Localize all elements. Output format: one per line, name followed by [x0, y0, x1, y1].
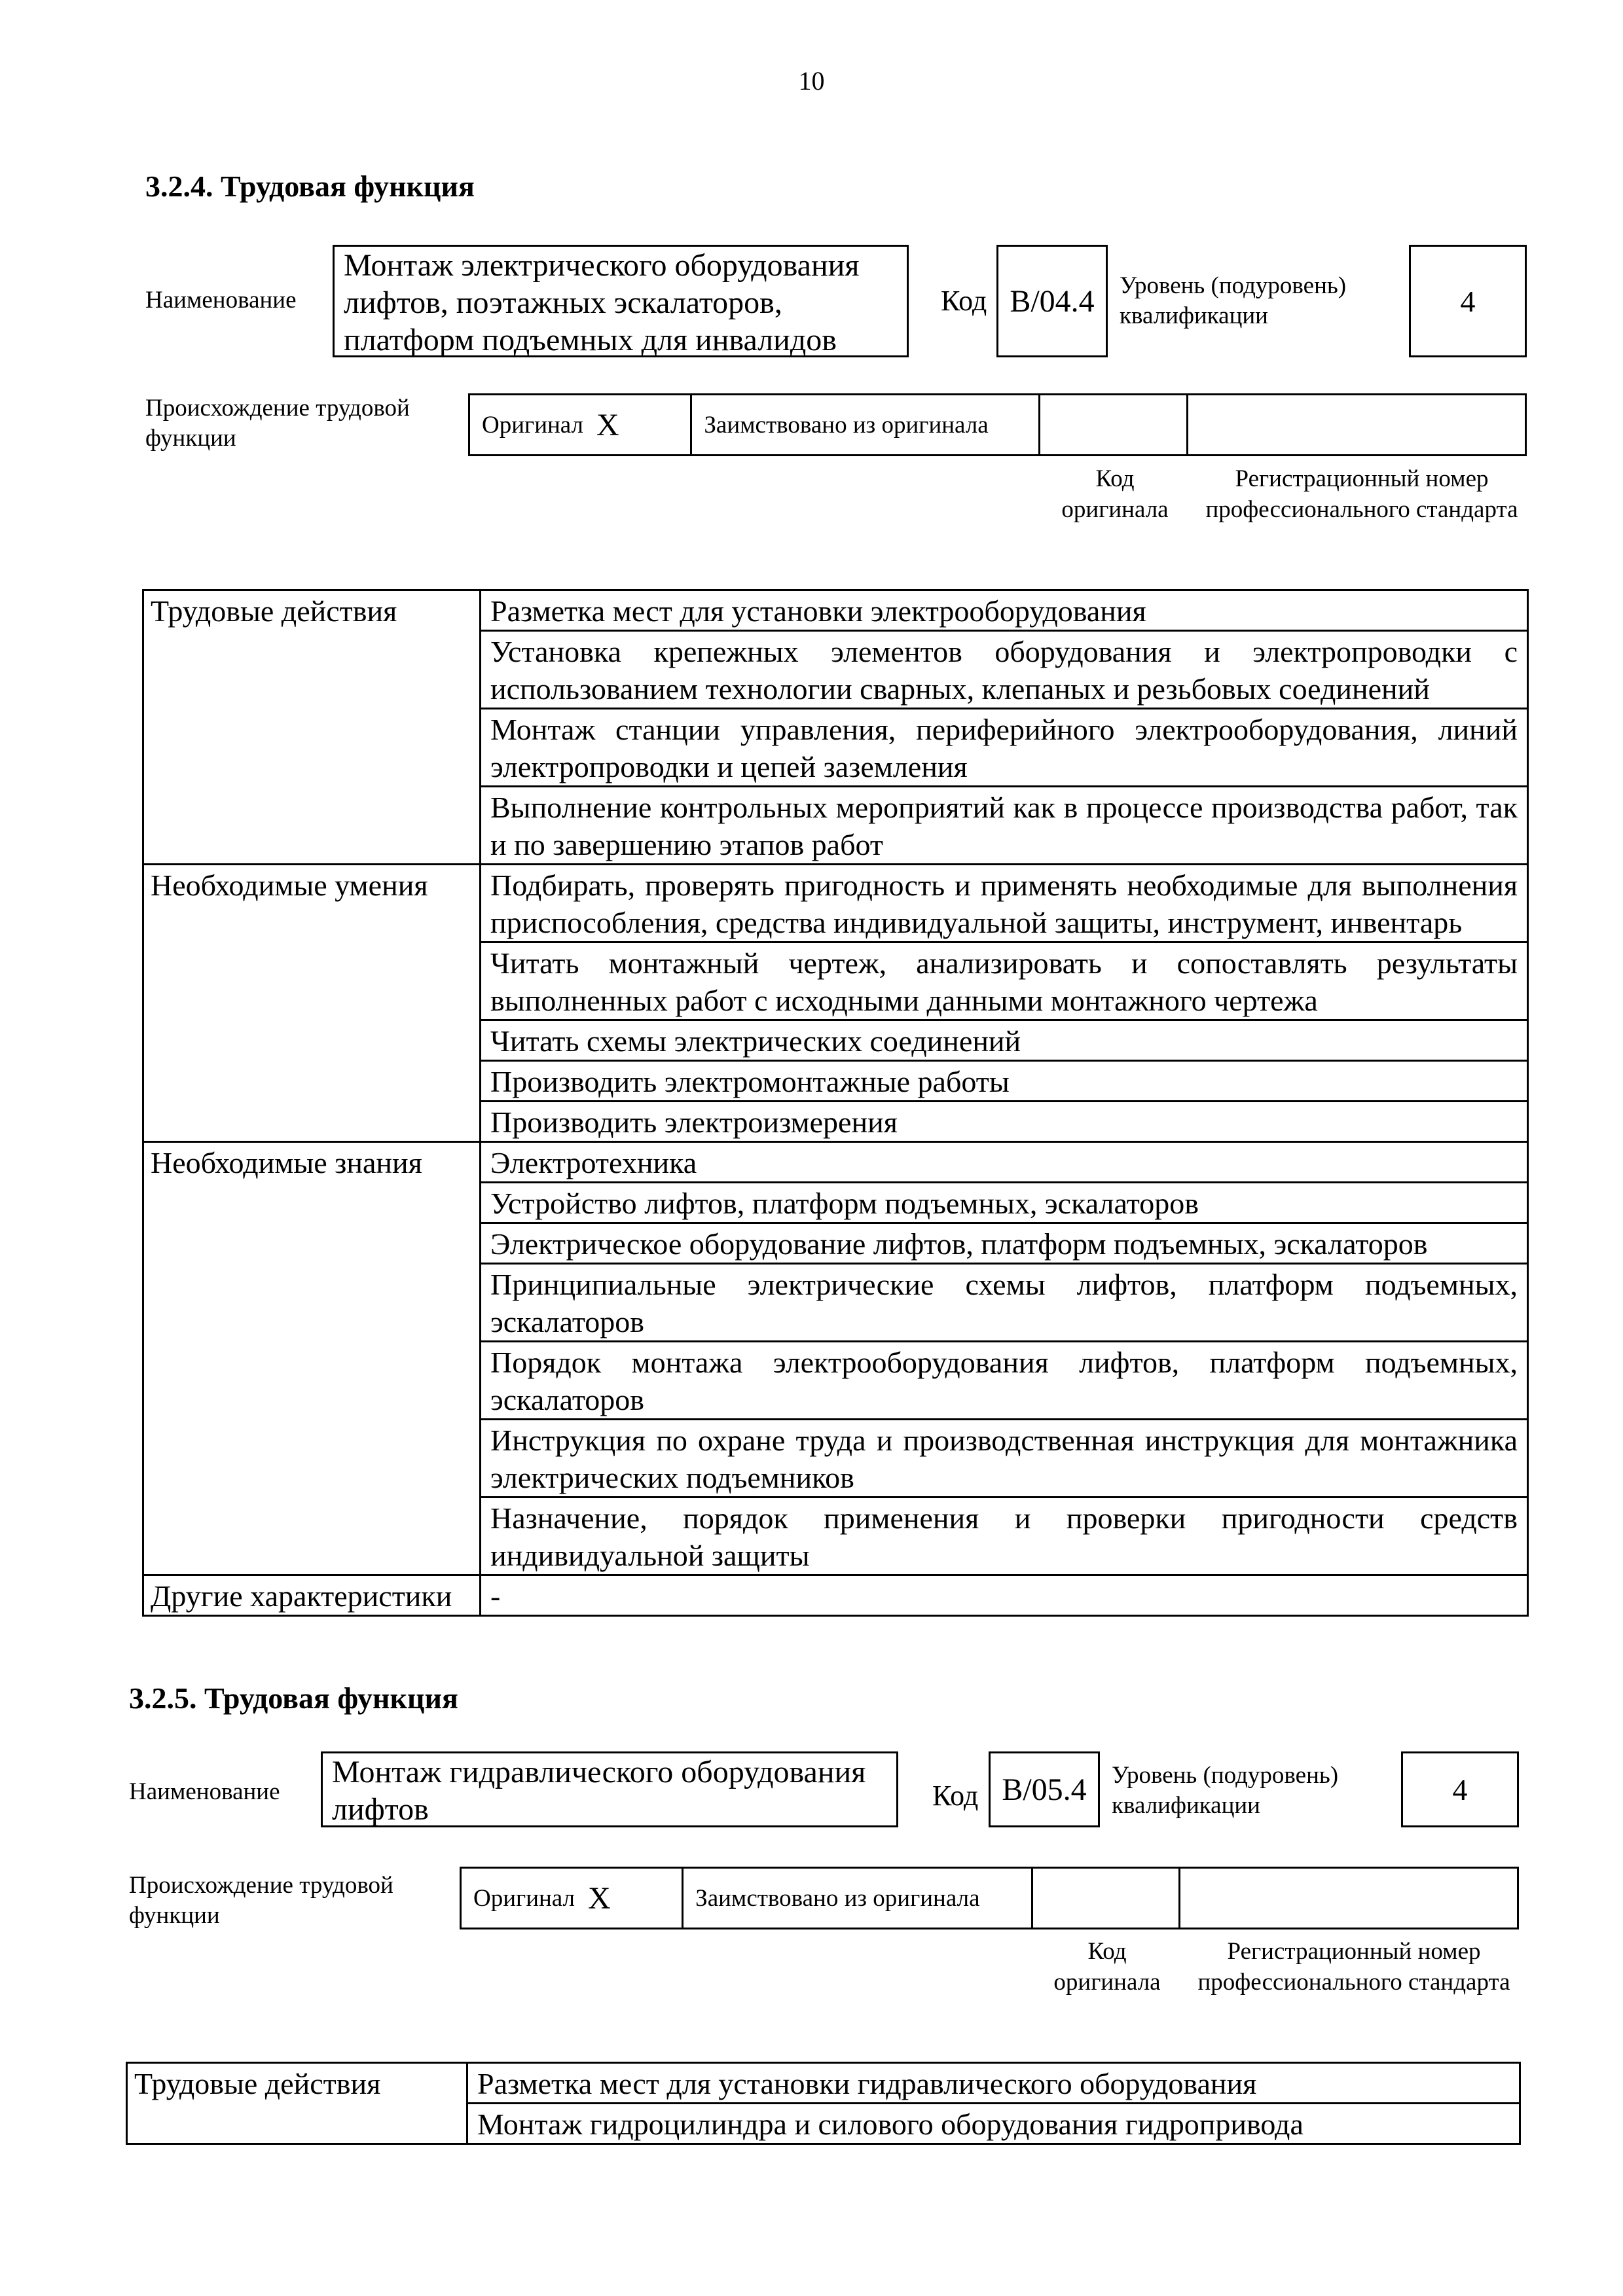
knowledge-item: Порядок монтажа электрооборудования лифтов, платформ подъемных, эскалаторов	[481, 1342, 1528, 1420]
original-mark: X	[596, 407, 619, 442]
table-row	[143, 1575, 1528, 1616]
function-name-box: Монтаж гидравлического оборудования лифтов	[321, 1751, 898, 1827]
labor-action-item: Монтаж станции управления, периферийного электрооборудования, линий электропроводки и цепей заземления	[481, 709, 1528, 787]
table-row	[127, 2063, 1520, 2104]
original-label: Оригинал	[473, 1884, 575, 1912]
skill-item: Читать монтажный чертеж, анализировать и сопоставлять результаты выполненных работ с исходными данными монтажного чертежа	[481, 942, 1528, 1020]
knowledge-item: Инструкция по охране труда и производственная инструкция для монтажника электрических подъемников	[481, 1420, 1528, 1498]
knowledge-item: Электротехника	[481, 1142, 1528, 1183]
origin-table	[460, 1867, 1519, 1929]
original-code-caption: Код оригинала	[1053, 1938, 1161, 1996]
code-box: B/04.4	[996, 245, 1108, 357]
page-number: 10	[798, 66, 825, 96]
labor-actions-label: Трудовые действия	[127, 2063, 467, 2144]
required-knowledge-label: Необходимые знания	[143, 1142, 481, 1575]
qualification-level-box: 4	[1401, 1751, 1519, 1827]
registration-number-cell	[1188, 395, 1525, 454]
required-skills-label: Необходимые умения	[143, 865, 481, 1142]
name-label: Наименование	[129, 1778, 280, 1805]
labor-action-item: Разметка мест для установки электрооборудования	[481, 590, 1528, 631]
original-cell	[470, 395, 692, 454]
labor-action-item: Монтаж гидроцилиндра и силового оборудования гидропривода	[467, 2104, 1520, 2144]
function-details-table	[126, 2062, 1521, 2145]
borrowed-cell	[684, 1869, 1033, 1928]
borrowed-label: Заимствовано из оригинала	[704, 411, 989, 439]
knowledge-item: Назначение, порядок применения и проверки пригодности средств индивидуальной защиты	[481, 1498, 1528, 1575]
table-row	[143, 1142, 1528, 1183]
function-details-table	[142, 589, 1529, 1617]
labor-actions-label: Трудовые действия	[143, 590, 481, 865]
other-characteristics-value: -	[481, 1575, 1528, 1616]
skill-item: Производить электроизмерения	[481, 1102, 1528, 1142]
function-name-box: Монтаж электрического оборудования лифтов, поэтажных эскалаторов, платформ подъемных для инвалидов	[333, 245, 909, 357]
borrowed-cell	[692, 395, 1040, 454]
section-title: 3.2.4. Трудовая функция	[145, 170, 475, 203]
origin-label: Происхождение трудовой функции	[145, 395, 410, 452]
original-label: Оригинал	[482, 411, 584, 439]
registration-number-caption: Регистрационный номер профессионального стандарта	[1197, 1938, 1510, 1996]
other-characteristics-label: Другие характеристики	[143, 1575, 481, 1616]
code-label: Код	[941, 285, 987, 317]
knowledge-item: Принципиальные электрические схемы лифтов, платформ подъемных, эскалаторов	[481, 1264, 1528, 1342]
labor-action-item: Выполнение контрольных мероприятий как в процессе производства работ, так и по завершению этапов работ	[481, 787, 1528, 865]
skill-item: Подбирать, проверять пригодность и применять необходимые для выполнения приспособления, средства индивидуальной защиты, инструмент, инвентарь	[481, 865, 1528, 942]
origin-label: Происхождение трудовой функции	[129, 1872, 393, 1929]
origin-table	[468, 393, 1527, 456]
skill-item: Производить электромонтажные работы	[481, 1061, 1528, 1102]
table-row	[143, 865, 1528, 942]
code-box: B/05.4	[989, 1751, 1100, 1827]
original-mark: X	[588, 1880, 611, 1916]
original-code-caption: Код оригинала	[1061, 465, 1169, 523]
original-code-cell	[1040, 395, 1188, 454]
knowledge-item: Устройство лифтов, платформ подъемных, эскалаторов	[481, 1183, 1528, 1223]
qualification-level-label: Уровень (подуровень) квалификации	[1112, 1762, 1339, 1819]
knowledge-item: Электрическое оборудование лифтов, платформ подъемных, эскалаторов	[481, 1223, 1528, 1264]
qualification-level-box: 4	[1409, 245, 1527, 357]
registration-number-cell	[1180, 1869, 1517, 1928]
skill-item: Читать схемы электрических соединений	[481, 1020, 1528, 1061]
original-code-cell	[1033, 1869, 1180, 1928]
borrowed-label: Заимствовано из оригинала	[695, 1884, 980, 1912]
qualification-level-label: Уровень (подуровень) квалификации	[1120, 272, 1347, 329]
table-row	[143, 590, 1528, 631]
labor-action-item: Установка крепежных элементов оборудования и электропроводки с использованием технологии сварных, клепаных и резьбовых соединений	[481, 631, 1528, 709]
registration-number-caption: Регистрационный номер профессионального стандарта	[1205, 465, 1518, 523]
code-label: Код	[932, 1780, 979, 1812]
section-title: 3.2.5. Трудовая функция	[129, 1681, 458, 1715]
original-cell	[462, 1869, 684, 1928]
name-label: Наименование	[145, 287, 297, 314]
labor-action-item: Разметка мест для установки гидравлического оборудования	[467, 2063, 1520, 2104]
